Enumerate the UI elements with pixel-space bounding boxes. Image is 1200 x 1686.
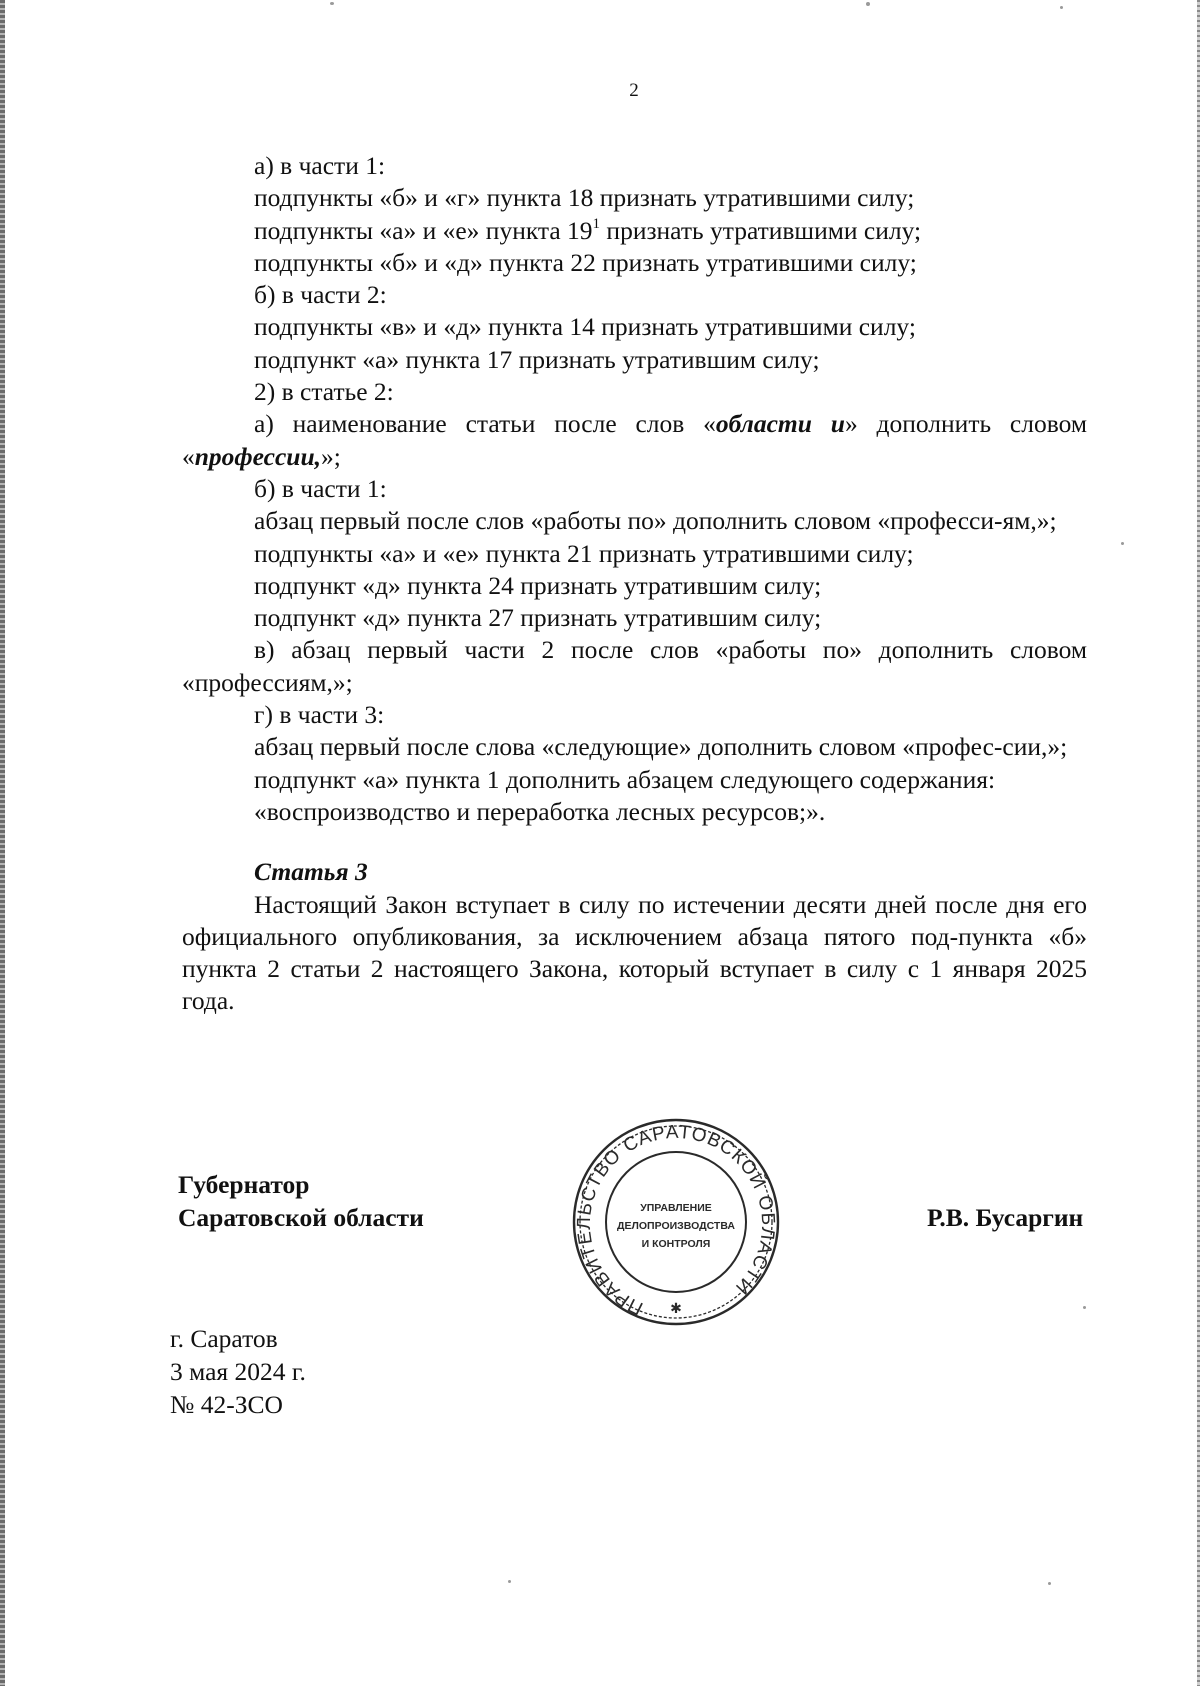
paragraph: подпункт «а» пункта 1 дополнить абзацем следующего содержания: [254, 764, 996, 794]
paragraph: а) наименование статьи после слов «области и» дополнить словом «профессии,»; [182, 409, 1087, 471]
page-number: 2 [629, 80, 639, 101]
seal-outer-text: ПРАВИТЕЛЬСТВО САРАТОВСКОЙ ОБЛАСТИ [573, 1121, 779, 1319]
seal-inner-text: УПРАВЛЕНИЕ [640, 1202, 712, 1214]
seal-star-icon: ✱ [670, 1301, 682, 1317]
paragraph: подпункт «д» пункта 27 признать утратившим силу; [254, 603, 822, 633]
paragraph: подпункт «д» пункта 24 признать утратившим силу; [254, 570, 822, 600]
document-footer [170, 1322, 306, 1421]
date: 3 мая 2024 г. [170, 1357, 306, 1386]
scan-speck [1060, 6, 1063, 9]
signatory-name: Р.В. Бусаргин [927, 1203, 1084, 1232]
document-body [182, 150, 1087, 1018]
signatory-title [178, 1168, 424, 1234]
paragraph: б) в части 2: [254, 280, 387, 310]
paragraph: 2) в статье 2: [254, 377, 394, 407]
emphasis: профессии, [194, 441, 322, 471]
article-heading: Статья 3 [254, 857, 368, 887]
place: г. Саратов [170, 1324, 278, 1353]
paragraph: подпункты «а» и «е» пункта 21 признать утратившими силу; [254, 538, 914, 568]
paragraph: а) в части 1: [254, 151, 386, 180]
scan-speck [1083, 1306, 1086, 1309]
paragraph: «воспроизводство и переработка лесных ресурсов;». [254, 796, 826, 826]
official-seal [568, 1117, 784, 1327]
paragraph: в) абзац первый части 2 после слов «работы по» дополнить словом «профессиям,»; [182, 635, 1087, 697]
scan-speck [508, 1580, 511, 1583]
paragraph: абзац первый после слов «работы по» дополнить словом «професси-ям,»; [254, 506, 1057, 536]
emphasis: области и [715, 409, 845, 439]
seal-inner-text: ДЕЛОПРОИЗВОДСТВА [617, 1220, 735, 1232]
scan-speck [1048, 1582, 1051, 1585]
signatory-title-line: Саратовской области [178, 1203, 424, 1232]
superscript: 1 [592, 215, 601, 232]
paragraph: подпункты «в» и «д» пункта 14 признать утратившими силу; [254, 312, 916, 342]
scan-speck [330, 2, 334, 5]
paragraph: подпункт «а» пункта 17 признать утратившим силу; [254, 344, 820, 374]
paragraph: Настоящий Закон вступает в силу по истечении десяти дней после дня его официального опубликования, за исключением абзаца пятого под-пункта «б» пункта 2 статьи 2 настоящего Закона, который вступает в силу с 1 января 2025 года. [182, 889, 1087, 1016]
spacer [182, 828, 1087, 856]
paragraph: б) в части 1: [254, 473, 387, 503]
paragraph: г) в части 3: [254, 700, 385, 730]
signatory-title-line: Губернатор [178, 1170, 310, 1199]
paragraph: подпункты «а» и «е» пункта $19^1$ признать утратившими силу; [254, 215, 922, 245]
seal-inner-text: И КОНТРОЛЯ [641, 1238, 711, 1250]
paragraph: абзац первый после слова «следующие» дополнить словом «профес-сии,»; [254, 732, 1068, 762]
scan-edge-left [0, 0, 5, 1686]
law-number: № 42-ЗСО [170, 1390, 283, 1419]
paragraph: подпункты «б» и «г» пункта 18 признать утратившими силу; [254, 183, 915, 213]
paragraph: подпункты «б» и «д» пункта 22 признать утратившими силу; [254, 247, 917, 277]
scan-speck [866, 2, 870, 6]
scan-speck [1121, 542, 1124, 545]
